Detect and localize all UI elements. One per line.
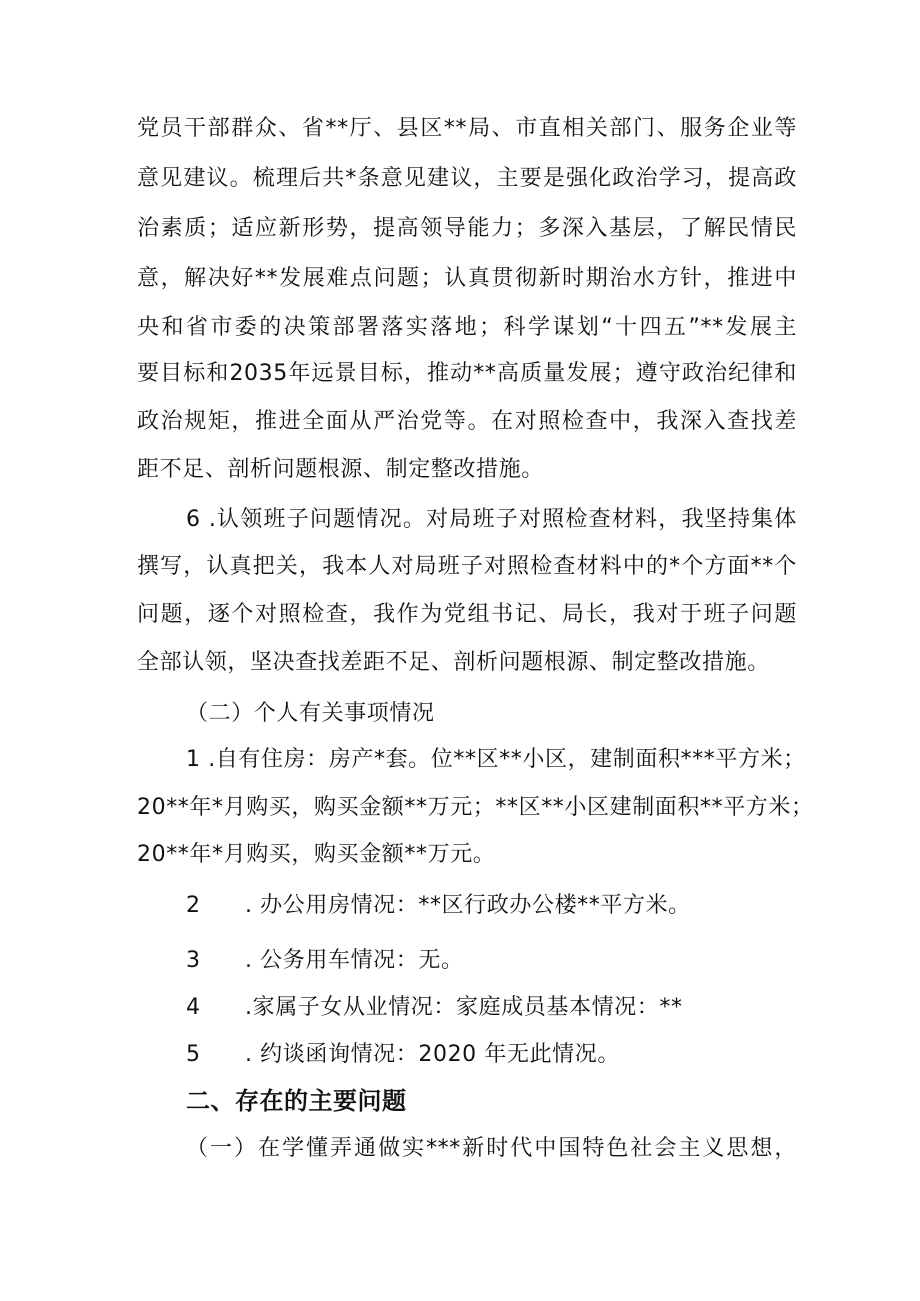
paragraph-line: 20**年*月购买，购买金额**万元。 [137,842,496,867]
paragraph-line: 要目标和2035年远景目标，推动**高质量发展；遵守政治纪律和 [137,361,797,386]
section-heading: 二、存在的主要问题 [186,1087,407,1115]
paragraph-line: 政治规矩，推进全面从严治党等。在对照检查中，我深入查找差 [137,409,797,434]
paragraph-line: 央和省市委的决策部署落实落地；科学谋划“十四五”**发展主 [137,315,797,340]
paragraph-line: 距不足、剖析问题根源、制定整改措施。 [137,457,544,482]
paragraph-line: 党员干部群众、省**厅、县区**局、市直相关部门、服务企业等 [137,116,797,141]
item-number: 4 [186,995,200,1020]
paragraph-line: 治素质；适应新形势，提高领导能力；多深入基层，了解民情民 [137,216,797,241]
item-number: 5 [186,1042,200,1067]
item-number: 2 [186,893,200,918]
paragraph-line: 20**年*月购买，购买金额**万元；**区**小区建制面积**平方米； [137,795,814,820]
section-title: （二）个人有关事项情况 [186,701,435,726]
item-text: . 办公用房情况：**区行政办公楼**平方米。 [245,893,691,918]
item-text: . 约谈函询情况：2020 年无此情况。 [245,1042,620,1067]
paragraph-line: 6 .认领班子问题情况。对局班子对照检查材料，我坚持集体 [186,507,797,532]
item-text: .家属子女从业情况：家庭成员基本情况：** [245,995,683,1020]
paragraph-line: 撰写，认真把关，我本人对局班子对照检查材料中的*个方面**个 [137,554,797,579]
paragraph-line: 意见建议。梳理后共*条意见建议，主要是强化政治学习，提高政 [137,166,797,191]
paragraph-line: 问题，逐个对照检查，我作为党组书记、局长，我对于班子问题 [137,602,797,627]
item-text: . 公务用车情况：无。 [245,948,464,973]
paragraph-line: 意，解决好**发展难点问题；认真贯彻新时期治水方针，推进中 [137,266,797,291]
paragraph-line: 1 .自有住房：房产*套。位**区**小区，建制面积***平方米； [186,747,806,772]
paragraph-line: 全部认领，坚决查找差距不足、剖析问题根源、制定整改措施。 [137,650,770,675]
item-number: 3 [186,948,200,973]
paragraph-line: （一）在学懂弄通做实***新时代中国特色社会主义思想， [186,1136,797,1161]
